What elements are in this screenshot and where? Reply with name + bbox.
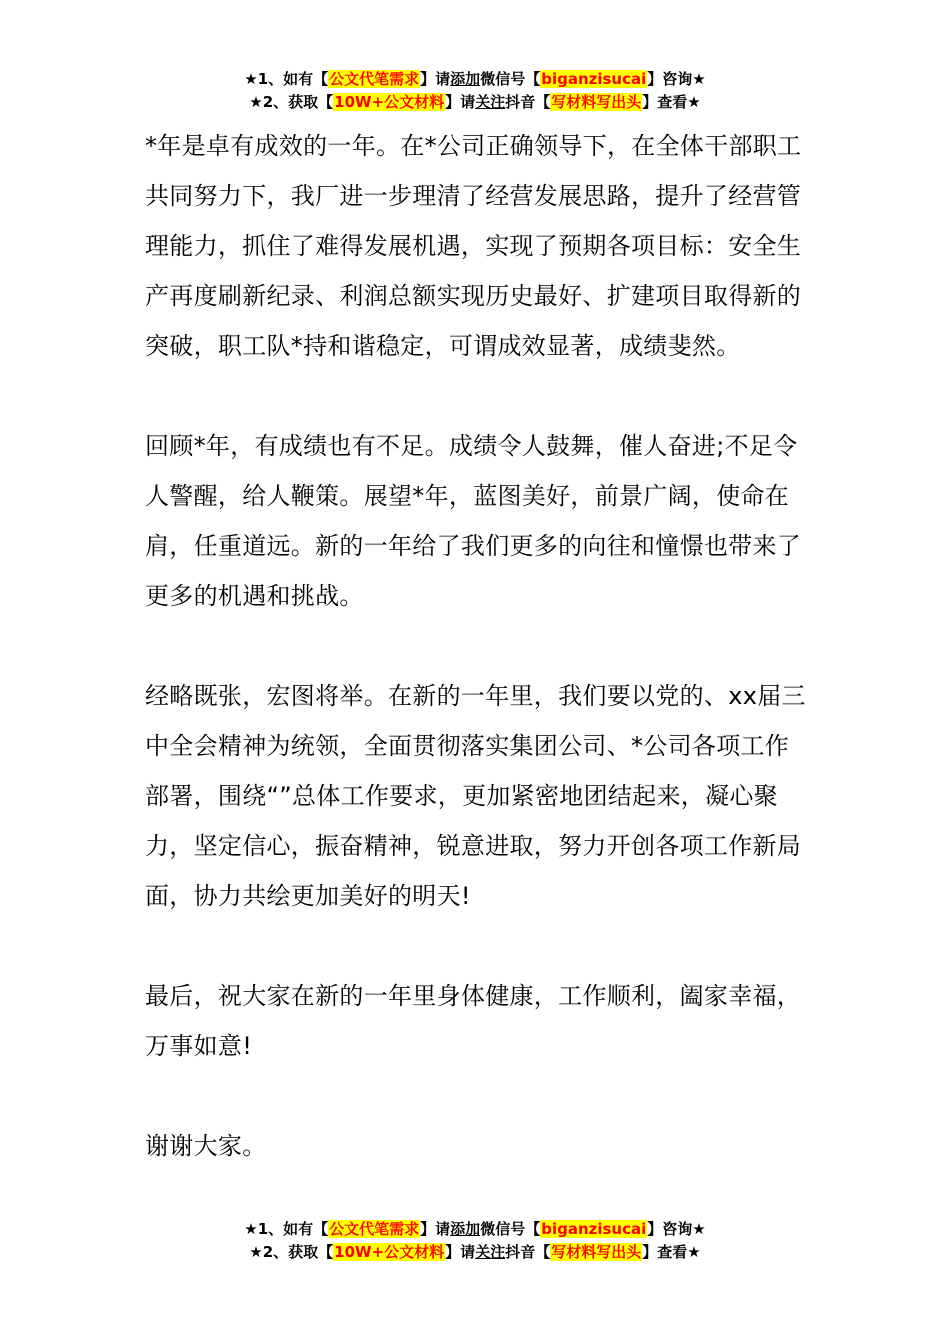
promo-douyin-id: 写材料写出头	[551, 93, 642, 111]
document-body	[145, 121, 810, 1171]
promo-line-2	[0, 1241, 950, 1264]
promo-line-2	[0, 91, 950, 114]
promo-text: 2、获取【	[262, 1243, 334, 1261]
promo-text: 抖音【	[505, 1243, 551, 1261]
star-icon: ★	[687, 93, 701, 111]
promo-text: 】请	[445, 1243, 476, 1261]
promo-text: 】请	[445, 93, 476, 111]
star-icon: ★	[244, 1220, 258, 1238]
promo-text: 2、获取【	[262, 93, 334, 111]
promo-text: 1、如有【	[257, 70, 329, 88]
promo-text: 抖音【	[505, 93, 551, 111]
star-icon: ★	[244, 70, 258, 88]
promo-highlight: 10W+公文材料	[334, 93, 445, 111]
promo-text: 】咨询	[647, 70, 693, 88]
promo-text: 微信号【	[480, 70, 541, 88]
paragraph-review: *年是卓有成效的一年。在*公司正确领导下，在全体干部职工共同努力下，我厂进一步理清了经营发展思路，提升了经营管理能力，抓住了难得发展机遇，实现了预期各项目标：安全生产再度刷新纪录、利润总额实现历史最好、扩建项目取得新的突破，职工队*持和谐稳定，可谓成效显著，成绩斐然。	[145, 132, 802, 360]
promo-text: 1、如有【	[257, 1220, 329, 1238]
promo-douyin-id: 写材料写出头	[551, 1243, 642, 1261]
promo-text: 】查看	[642, 1243, 688, 1261]
promo-text: 】请	[420, 1220, 451, 1238]
paragraph-wishes: 最后，祝大家在新的一年里身体健康，工作顺利，阖家幸福，万事如意!	[145, 982, 802, 1060]
promo-text: 】请	[420, 70, 451, 88]
promo-wechat-id: biganzisucai	[541, 70, 647, 88]
promo-wechat-id: biganzisucai	[541, 1220, 647, 1238]
star-icon: ★	[249, 93, 263, 111]
promo-line-1	[0, 68, 950, 91]
promo-text: 微信号【	[480, 1220, 541, 1238]
promo-highlight: 公文代笔需求	[329, 1220, 420, 1238]
promo-highlight: 10W+公文材料	[334, 1243, 445, 1261]
promo-text: 】查看	[642, 93, 688, 111]
footer-promo-banner	[0, 1218, 950, 1264]
header-promo-banner	[0, 68, 950, 114]
promo-underline: 关注	[475, 1243, 506, 1261]
promo-highlight: 公文代笔需求	[329, 70, 420, 88]
paragraph-goals: 经略既张，宏图将举。在新的一年里，我们要以党的、xx届三中全会精神为统领，全面贯彻落实集团公司、*公司各项工作部署，围绕“”总体工作要求，更加紧密地团结起来，凝心聚力，坚定信心，振奋精神，锐意进取，努力开创各项工作新局面，协力共绘更加美好的明天!	[145, 682, 806, 910]
promo-underline: 添加	[450, 1220, 481, 1238]
star-icon: ★	[687, 1243, 701, 1261]
star-icon: ★	[692, 1220, 706, 1238]
star-icon: ★	[692, 70, 706, 88]
promo-underline: 关注	[475, 93, 506, 111]
promo-line-1	[0, 1218, 950, 1241]
paragraph-outlook: 回顾*年，有成绩也有不足。成绩令人鼓舞，催人奋进;不足令人警醒，给人鞭策。展望*年，蓝图美好，前景广阔，使命在肩，任重道远。新的一年给了我们更多的向往和憧憬也带来了更多的机遇和挑战。	[145, 432, 802, 610]
star-icon: ★	[249, 1243, 263, 1261]
promo-underline: 添加	[450, 70, 481, 88]
paragraph-thanks: 谢谢大家。	[145, 1132, 267, 1160]
promo-text: 】咨询	[647, 1220, 693, 1238]
